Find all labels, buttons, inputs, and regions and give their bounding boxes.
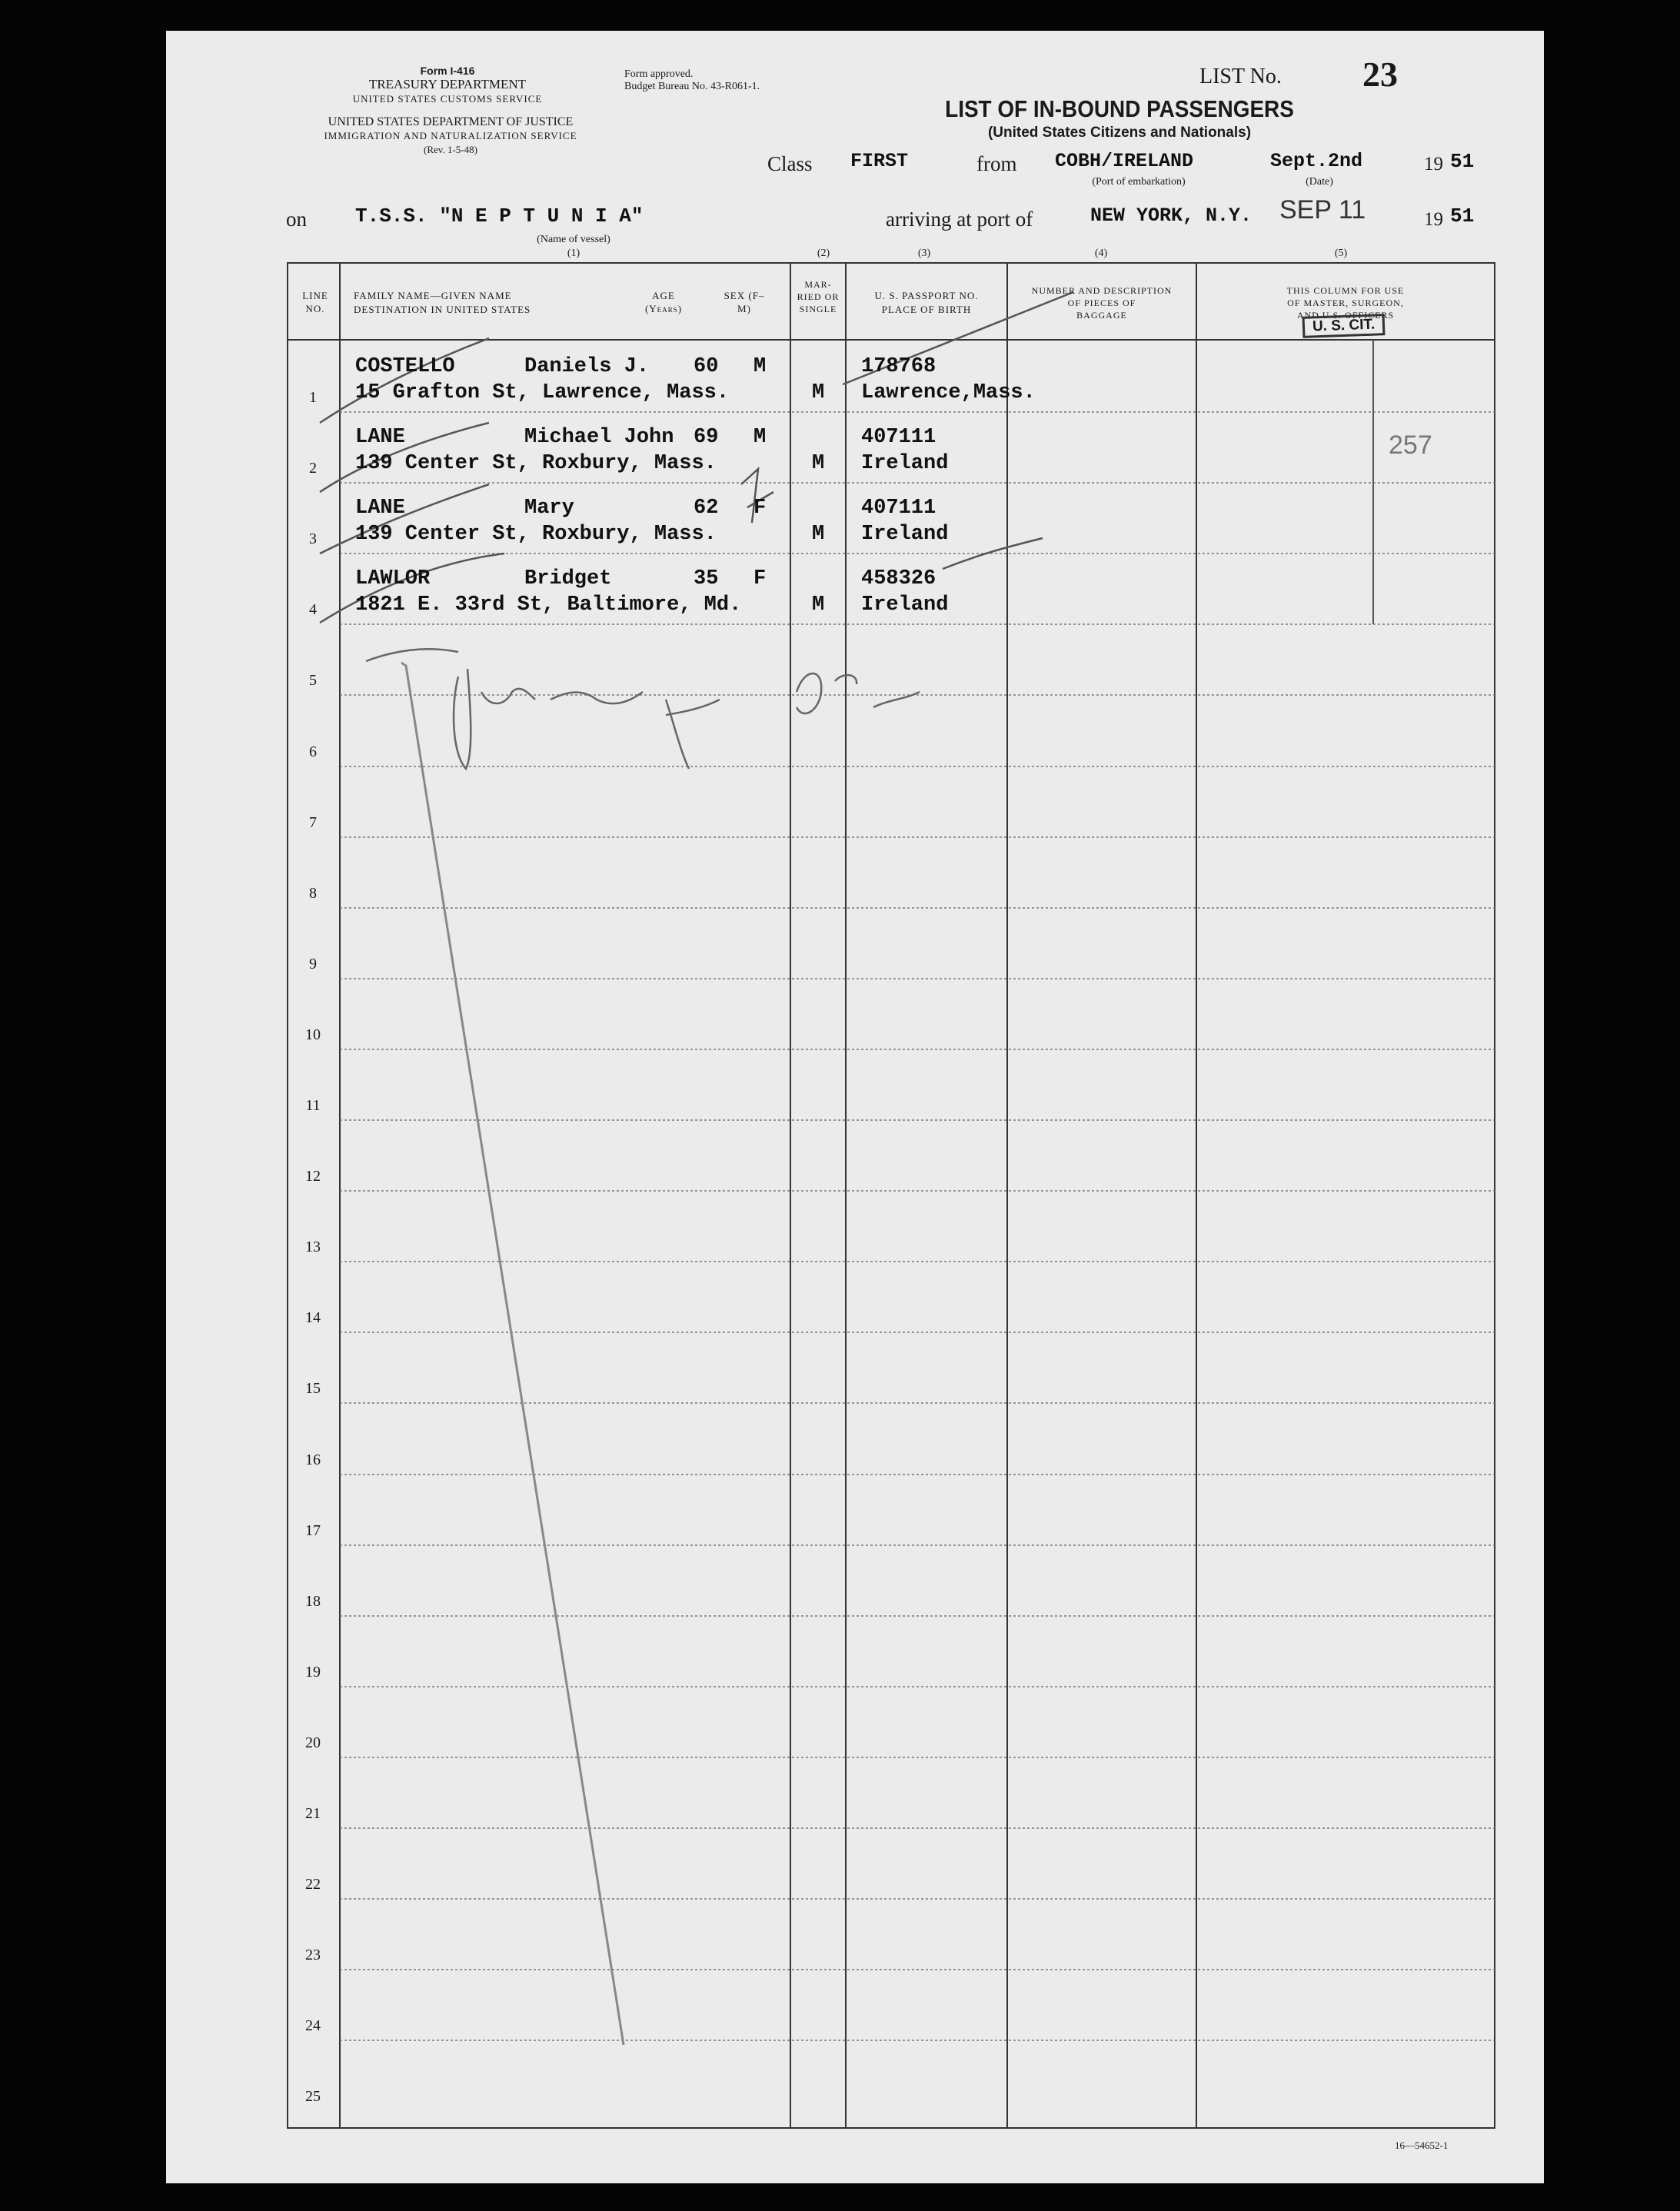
passenger-family-name: COSTELLO	[355, 355, 455, 378]
rev-label: (Rev. 1-5-48)	[424, 144, 477, 155]
header-sex: SEX (F–M)	[724, 290, 765, 314]
header-officers-3: AND U.S. OFFICERS	[1296, 310, 1395, 321]
passenger-destination: 139 Center St, Roxbury, Mass.	[355, 452, 717, 475]
line-number: 19	[305, 1664, 321, 1681]
line-number: 11	[305, 1097, 321, 1114]
passenger-sex: M	[754, 426, 767, 449]
passenger-family-name: LAWLOR	[355, 567, 431, 590]
pencil-line	[401, 663, 624, 2045]
port-caption: (Port of embarkation)	[1092, 176, 1186, 188]
header-line-no: LINE NO.	[302, 290, 328, 314]
arrival-year-suffix: 51	[1450, 204, 1475, 228]
arrival-date-stamp: SEP 11	[1279, 195, 1366, 224]
line-number: 6	[309, 743, 317, 760]
manifest-title: LIST OF IN-BOUND PASSENGERS	[945, 95, 1294, 122]
list-no-label: LIST No.	[1199, 65, 1282, 88]
header-baggage-3: BAGGAGE	[1076, 310, 1127, 321]
line-number: 7	[309, 814, 317, 831]
header-officers-2: OF MASTER, SURGEON,	[1287, 298, 1404, 308]
passenger-passport: 407111	[861, 426, 936, 449]
budget-label: Budget Bureau No. 43-R061-1.	[624, 81, 760, 92]
passenger-age: 62	[694, 497, 719, 520]
passenger-marital-status: M	[812, 523, 825, 546]
year-suffix: 51	[1450, 150, 1475, 173]
col-num-4: (4)	[1094, 248, 1108, 259]
col-num-5: (5)	[1334, 248, 1348, 259]
passenger-passport: 178768	[861, 355, 936, 378]
vessel-name: T.S.S. "N E P T U N I A"	[355, 204, 644, 228]
form-code: 16—54652-1	[1395, 2140, 1449, 2151]
ins-label: IMMIGRATION AND NATURALIZATION SERVICE	[324, 130, 577, 141]
vessel-caption: (Name of vessel)	[537, 234, 610, 245]
line-number: 8	[309, 885, 317, 902]
passenger-age: 60	[694, 355, 719, 378]
header-passport: U. S. PASSPORT NO.	[874, 290, 979, 301]
list-no-value: 23	[1362, 55, 1398, 94]
passenger-given-name: Bridget	[524, 567, 612, 590]
passenger-marital-status: M	[812, 452, 825, 475]
passenger-marital-status: M	[812, 593, 825, 617]
passenger-given-name: Daniels J.	[524, 355, 650, 378]
passenger-marital-status: M	[812, 381, 825, 404]
form-number: Form I-416	[420, 65, 475, 77]
passenger-sex: F	[754, 567, 767, 590]
line-number: 24	[305, 2017, 321, 2034]
header-baggage-1: NUMBER AND DESCRIPTION	[1031, 285, 1173, 296]
manifest-page	[166, 31, 1544, 2183]
passenger-passport: 407111	[861, 497, 936, 520]
passenger-sex: M	[754, 355, 767, 378]
line-number: 22	[305, 1876, 321, 1893]
line-number: 4	[309, 601, 317, 618]
header-officers-1: THIS COLUMN FOR USE	[1286, 285, 1405, 296]
passenger-passport: 458326	[861, 567, 936, 590]
manifest-subtitle: (United States Citizens and Nationals)	[987, 125, 1252, 141]
officer-number: 257	[1389, 431, 1432, 460]
header-age: AGE (Years)	[644, 290, 683, 314]
passenger-sex: F	[754, 497, 767, 520]
line-number: 14	[305, 1309, 321, 1326]
passenger-age: 35	[694, 567, 719, 590]
arrival-port: NEW YORK, N.Y.	[1090, 204, 1253, 227]
embark-port: COBH/IRELAND	[1055, 150, 1194, 172]
passenger-birthplace: Ireland	[861, 593, 949, 617]
arriving-label: arriving at port of	[886, 208, 1033, 231]
passenger-birthplace: Ireland	[861, 523, 949, 546]
col-num-3: (3)	[917, 248, 931, 259]
on-label: on	[286, 208, 307, 231]
col-num-2: (2)	[817, 248, 830, 259]
header-destination: DESTINATION IN UNITED STATES	[354, 304, 531, 315]
from-label: from	[976, 152, 1017, 175]
line-number: 13	[305, 1238, 321, 1255]
line-number: 16	[305, 1451, 321, 1468]
passenger-destination: 15 Grafton St, Lawrence, Mass.	[355, 381, 730, 404]
line-number: 20	[305, 1734, 321, 1751]
customs-label: UNITED STATES CUSTOMS SERVICE	[352, 93, 543, 105]
passenger-given-name: Michael John	[524, 426, 674, 449]
line-number: 18	[305, 1593, 321, 1610]
passenger-birthplace: Lawrence,Mass.	[861, 381, 1036, 404]
line-number: 5	[309, 672, 317, 689]
line-number: 25	[305, 2088, 321, 2105]
handwritten-annotation	[366, 649, 920, 769]
line-number: 23	[305, 1947, 321, 1963]
embark-date: Sept.2nd	[1270, 150, 1363, 172]
class-value: FIRST	[850, 150, 909, 172]
header-baggage-2: OF PIECES OF	[1067, 298, 1136, 308]
header-married: MAR- RIED OR SINGLE	[797, 279, 840, 314]
line-number: 2	[309, 460, 317, 477]
us-citizen-stamp: U. S. CIT.	[1302, 314, 1386, 338]
header-birthplace: PLACE OF BIRTH	[881, 304, 972, 315]
treasury-label: TREASURY DEPARTMENT	[368, 77, 527, 91]
passenger-family-name: LANE	[355, 426, 405, 449]
passenger-given-name: Mary	[524, 497, 574, 520]
passenger-destination: 139 Center St, Roxbury, Mass.	[355, 523, 717, 546]
passenger-birthplace: Ireland	[861, 452, 949, 475]
table-grid	[166, 31, 1544, 2183]
line-number: 10	[305, 1026, 321, 1043]
date-caption: (Date)	[1306, 176, 1333, 188]
line-number: 3	[309, 530, 317, 547]
justice-label: UNITED STATES DEPARTMENT OF JUSTICE	[328, 115, 574, 128]
line-number: 15	[305, 1380, 321, 1397]
line-number: 1	[309, 389, 317, 406]
line-number: 9	[309, 956, 317, 973]
approved-label: Form approved.	[624, 68, 694, 80]
header-family-name: FAMILY NAME—GIVEN NAME	[354, 290, 512, 301]
passenger-destination: 1821 E. 33rd St, Baltimore, Md.	[355, 593, 742, 617]
line-number: 12	[305, 1168, 321, 1185]
line-number: 21	[305, 1805, 321, 1822]
line-number: 17	[305, 1522, 321, 1539]
vessel-caption-number: (1)	[567, 248, 581, 259]
passenger-family-name: LANE	[355, 497, 405, 520]
year-prefix: 19	[1424, 154, 1443, 175]
class-label: Class	[767, 152, 813, 175]
passenger-age: 69	[694, 426, 719, 449]
arrival-year-prefix: 19	[1424, 209, 1443, 230]
